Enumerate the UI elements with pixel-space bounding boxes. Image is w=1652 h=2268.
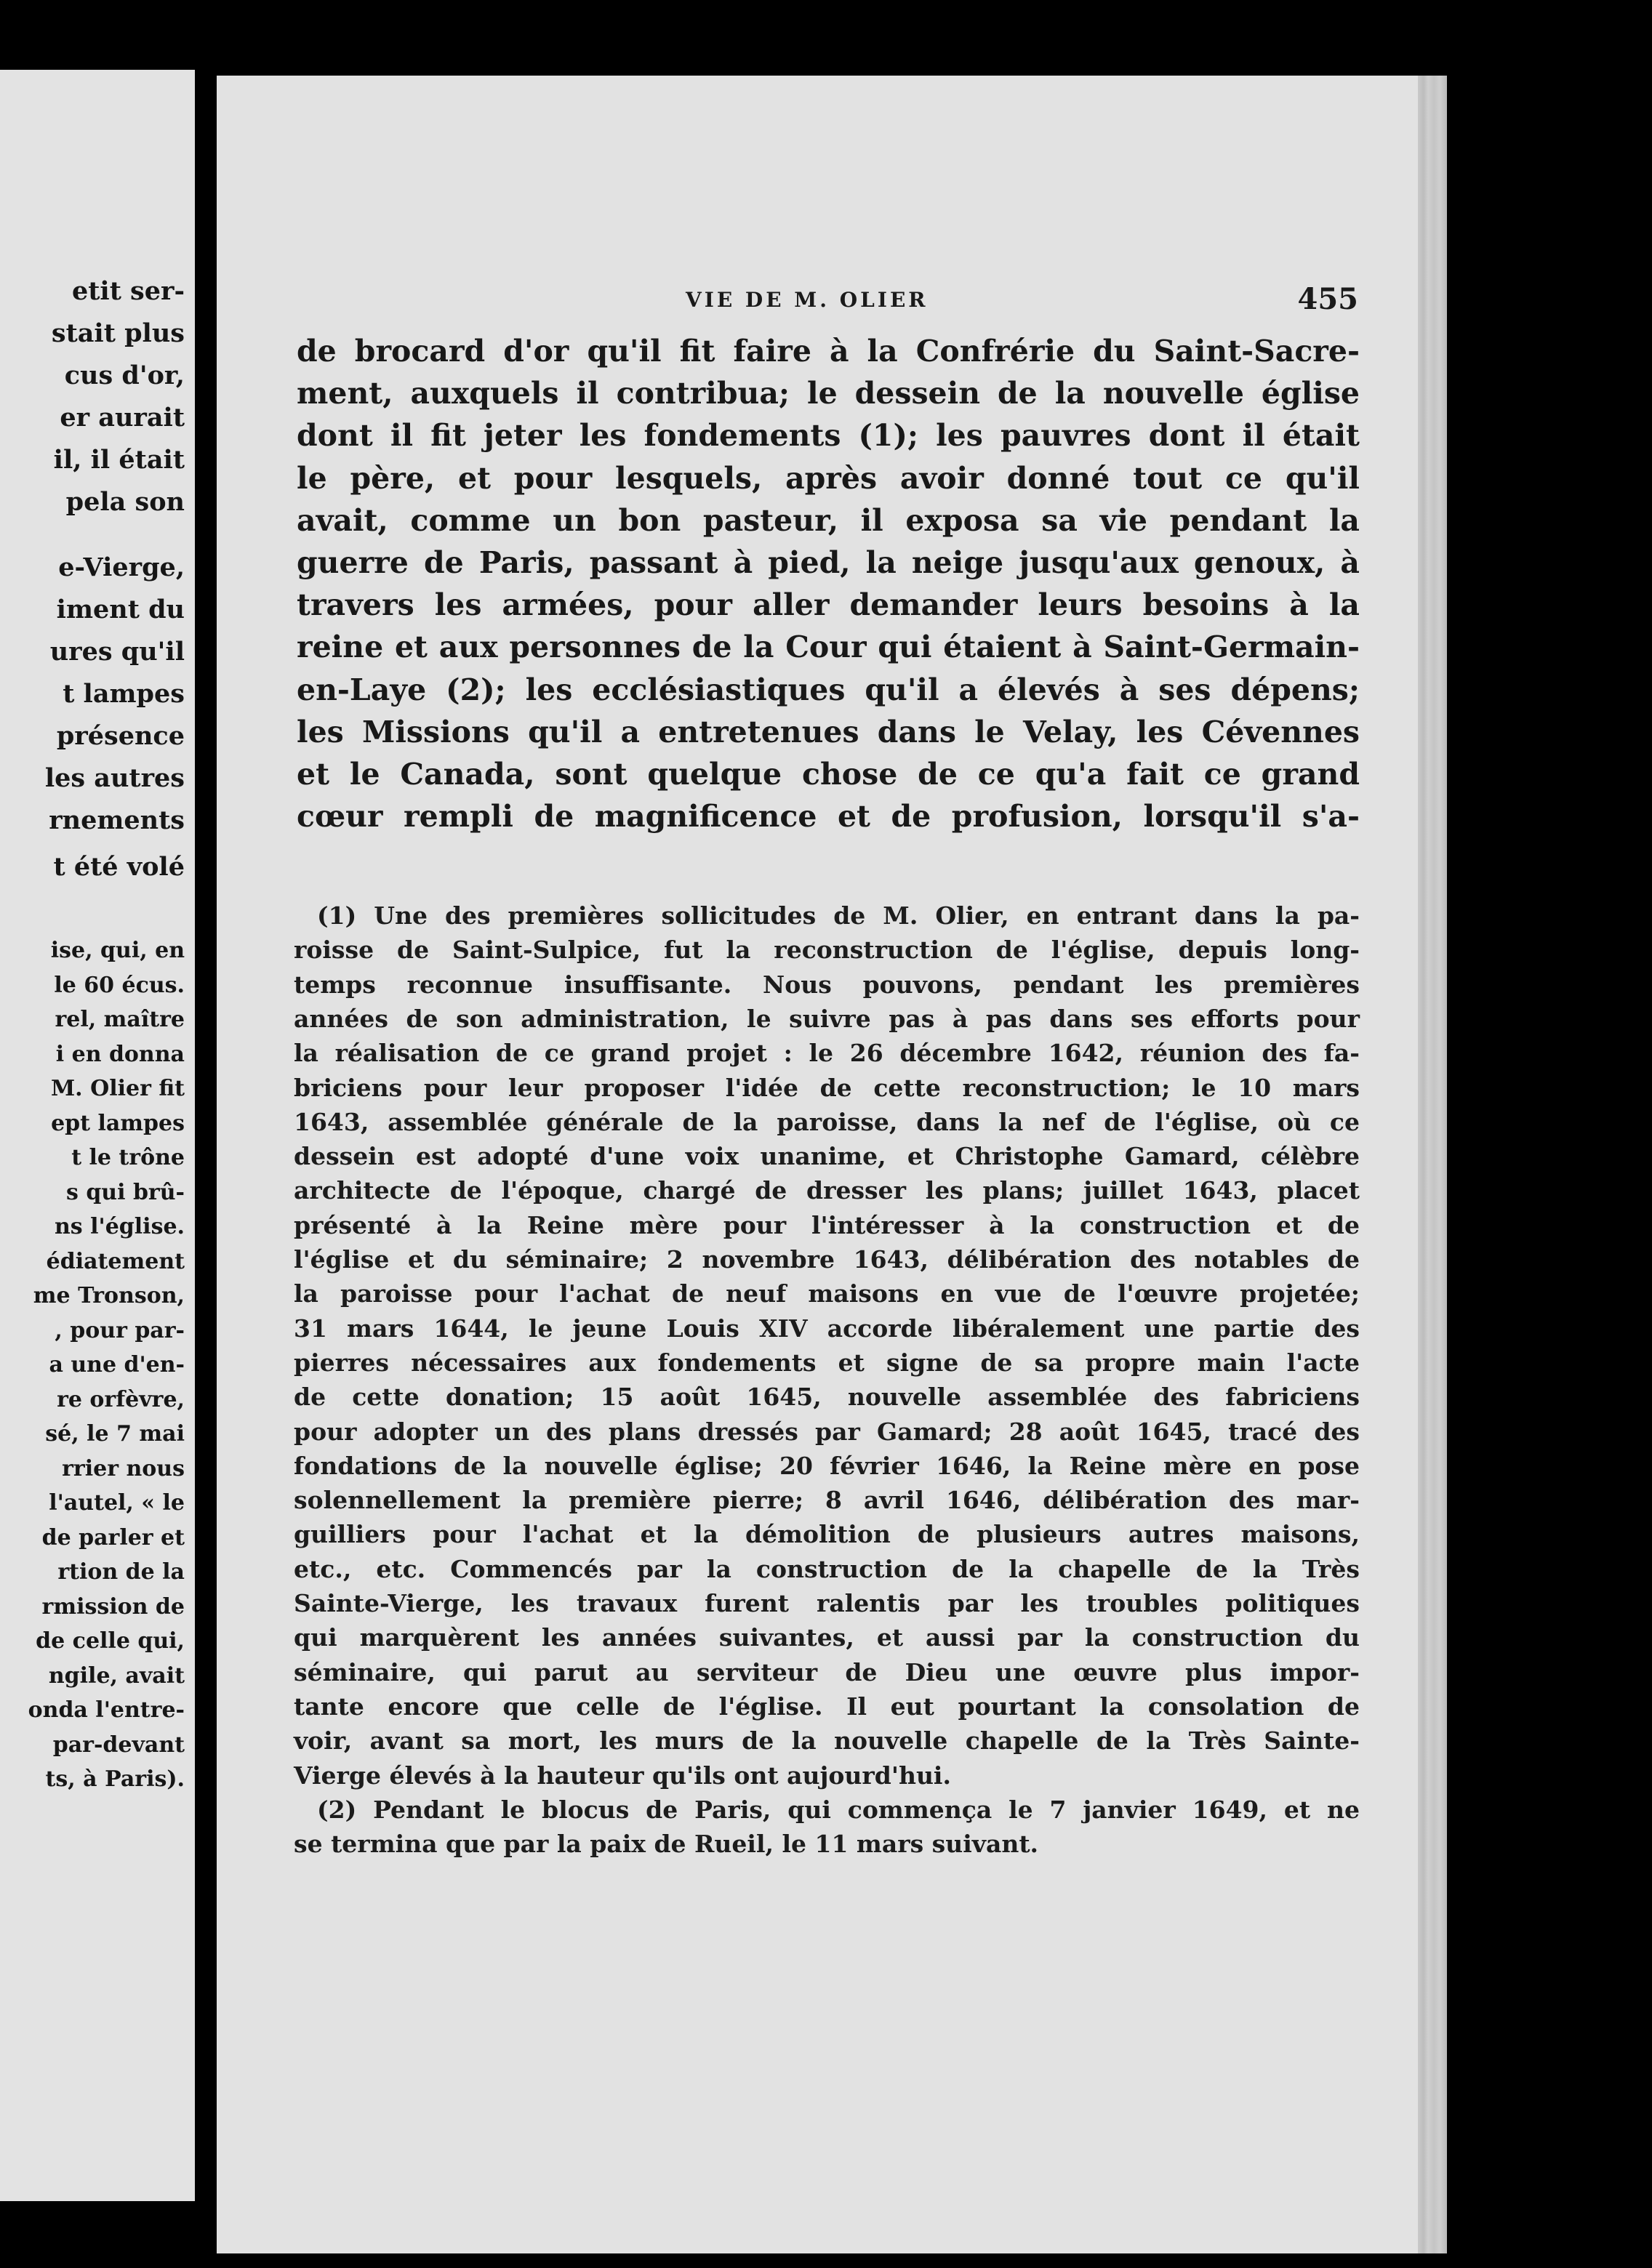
footnote-line: solennellement la première pierre; 8 avril 1646, délibération des mar- <box>294 1486 1360 1515</box>
left-note-line: a une d'en- <box>49 1352 185 1378</box>
left-body-line: t été volé <box>53 852 185 882</box>
left-body-line: t lampes <box>63 679 185 709</box>
footnote-line: qui marquèrent les années suivantes, et aussi par la construction du <box>294 1623 1360 1652</box>
left-body-line: etit ser- <box>71 276 185 306</box>
body-line: dont il fit jeter les fondements (1); les pauvres dont il était <box>297 418 1360 454</box>
footnote-line: architecte de l'époque, chargé de dresser les plans; juillet 1643, placet <box>294 1176 1360 1205</box>
footnote-line: dessein est adopté d'une voix unanime, et Christophe Gamard, célèbre <box>294 1142 1360 1171</box>
left-body-line: iment du <box>56 595 185 624</box>
left-page <box>0 70 195 2201</box>
footnote-line: se termina que par la paix de Rueil, le 11 mars suivant. <box>294 1830 1039 1859</box>
footnote-line: (1) Une des premières sollicitudes de M. Olier, en entrant dans la pa- <box>317 901 1360 930</box>
left-note-line: sé, le 7 mai <box>45 1421 185 1447</box>
left-body-line: il, il était <box>53 445 185 475</box>
right-page <box>217 76 1418 2253</box>
footnote-line: 1643, assemblée générale de la paroisse, dans la nef de l'église, où ce <box>294 1107 1360 1136</box>
left-body-line: rnements <box>49 805 185 835</box>
left-note-line: de celle qui, <box>36 1628 185 1654</box>
footnote-line: guilliers pour l'achat et la démolition de plusieurs autres maisons, <box>294 1520 1360 1549</box>
left-note-line: ts, à Paris). <box>45 1766 185 1792</box>
left-note-line: ise, qui, en <box>50 938 185 963</box>
body-line: et le Canada, sont quelque chose de ce qu'a fait ce grand <box>297 757 1360 792</box>
left-note-line: par-devant <box>52 1732 185 1758</box>
footnote-line: présenté à la Reine mère pour l'intéresser à la construction et de <box>294 1210 1360 1239</box>
footnote-line: séminaire, qui parut au serviteur de Dieu une œuvre plus impor- <box>294 1657 1360 1686</box>
left-body-line: e-Vierge, <box>58 552 185 582</box>
footnote-line: Sainte-Vierge, les travaux furent ralentis par les troubles politiques <box>294 1589 1360 1617</box>
left-note-line: M. Olier fit <box>50 1076 185 1101</box>
footnote-line: temps reconnue insuffisante. Nous pouvons, pendant les premières <box>294 970 1360 999</box>
left-note-line: t le trône <box>71 1145 185 1170</box>
footnote-line: années de son administration, le suivre pas à pas dans ses efforts pour <box>294 1004 1360 1033</box>
footnote-line: l'église et du séminaire; 2 novembre 1643, délibération des notables de <box>294 1245 1360 1274</box>
left-body-line: présence <box>56 721 185 751</box>
left-note-line: de parler et <box>41 1524 185 1551</box>
footnote-line: voir, avant sa mort, les murs de la nouvelle chapelle de la Très Sainte- <box>294 1726 1360 1756</box>
left-body-line: stait plus <box>51 318 185 348</box>
page-number: 455 <box>1297 282 1358 316</box>
body-line: avait, comme un bon pasteur, il exposa sa vie pendant la <box>297 502 1360 538</box>
body-line: travers les armées, pour aller demander leurs besoins à la <box>297 587 1360 623</box>
footnote-line: (2) Pendant le blocus de Paris, qui commença le 7 janvier 1649, et ne <box>317 1795 1360 1824</box>
left-note-line: rel, maître <box>55 1007 185 1032</box>
body-line: cœur rempli de magnificence et de profusion, lorsqu'il s'a- <box>297 799 1360 835</box>
body-line: le père, et pour lesquels, après avoir donné tout ce qu'il <box>297 460 1360 496</box>
running-title: VIE DE M. OLIER <box>686 288 929 312</box>
footnote-line: Vierge élevés à la hauteur qu'ils ont aujourd'hui. <box>294 1761 951 1790</box>
left-note-line: ept lampes <box>51 1110 185 1136</box>
left-note-line: le 60 écus. <box>54 972 185 998</box>
body-line: ment, auxquels il contribua; le dessein de la nouvelle église <box>297 376 1360 411</box>
left-note-line: s qui brû- <box>65 1179 185 1205</box>
left-note-line: i en donna <box>55 1041 185 1067</box>
left-body-line: les autres <box>44 763 185 793</box>
footnote-line: la paroisse pour l'achat de neuf maisons en vue de l'œuvre projetée; <box>294 1279 1360 1308</box>
body-line: reine et aux personnes de la Cour qui étaient à Saint-Germain- <box>297 630 1360 665</box>
left-note-line: l'autel, « le <box>49 1490 185 1516</box>
left-note-line: ns l'église. <box>54 1214 185 1239</box>
left-body-line: ures qu'il <box>49 637 185 667</box>
body-line: en-Laye (2); les ecclésiastiques qu'il a élevés à ses dépens; <box>297 672 1360 707</box>
left-note-line: onda l'entre- <box>28 1697 185 1723</box>
left-note-line: re orfèvre, <box>57 1386 185 1412</box>
left-note-line: me Tronson, <box>33 1283 185 1308</box>
page-edge <box>1418 76 1447 2253</box>
footnote-line: pierres nécessaires aux fondements et signe de sa propre main l'acte <box>294 1348 1360 1377</box>
footnote-line: de cette donation; 15 août 1645, nouvelle assemblée des fabriciens <box>294 1383 1360 1412</box>
footnote-line: roisse de Saint-Sulpice, fut la reconstruction de l'église, depuis long- <box>294 936 1360 965</box>
footnote-line: etc., etc. Commencés par la construction de la chapelle de la Très <box>294 1554 1360 1583</box>
running-head <box>289 282 1358 317</box>
body-line: de brocard d'or qu'il fit faire à la Confrérie du Saint-Sacre- <box>297 334 1360 369</box>
footnote-line: pour adopter un des plans dressés par Gamard; 28 août 1645, tracé des <box>294 1417 1360 1446</box>
body-line: les Missions qu'il a entretenues dans le Velay, les Cévennes <box>297 714 1360 749</box>
left-note-line: , pour par- <box>55 1317 185 1343</box>
left-body-line: pela son <box>65 487 185 517</box>
footnote-line: fondations de la nouvelle église; 20 février 1646, la Reine mère en pose <box>294 1451 1360 1480</box>
left-note-line: ngile, avait <box>48 1662 185 1689</box>
footnote-line: tante encore que celle de l'église. Il eut pourtant la consolation de <box>294 1692 1360 1721</box>
left-note-line: rmission de <box>41 1593 185 1620</box>
left-body-line: er aurait <box>60 403 185 433</box>
footnote-line: 31 mars 1644, le jeune Louis XIV accorde libéralement une partie des <box>294 1314 1360 1343</box>
left-body-line: cus d'or, <box>64 361 185 390</box>
body-line: guerre de Paris, passant à pied, la neige jusqu'aux genoux, à <box>297 545 1360 580</box>
left-note-line: rtion de la <box>57 1559 185 1585</box>
footnote-line: briciens pour leur proposer l'idée de cette reconstruction; le 10 mars <box>294 1073 1360 1102</box>
footnote-line: la réalisation de ce grand projet : le 26 décembre 1642, réunion des fa- <box>294 1039 1360 1068</box>
left-note-line: rrier nous <box>62 1455 185 1481</box>
left-note-line: édiatement <box>46 1248 185 1274</box>
